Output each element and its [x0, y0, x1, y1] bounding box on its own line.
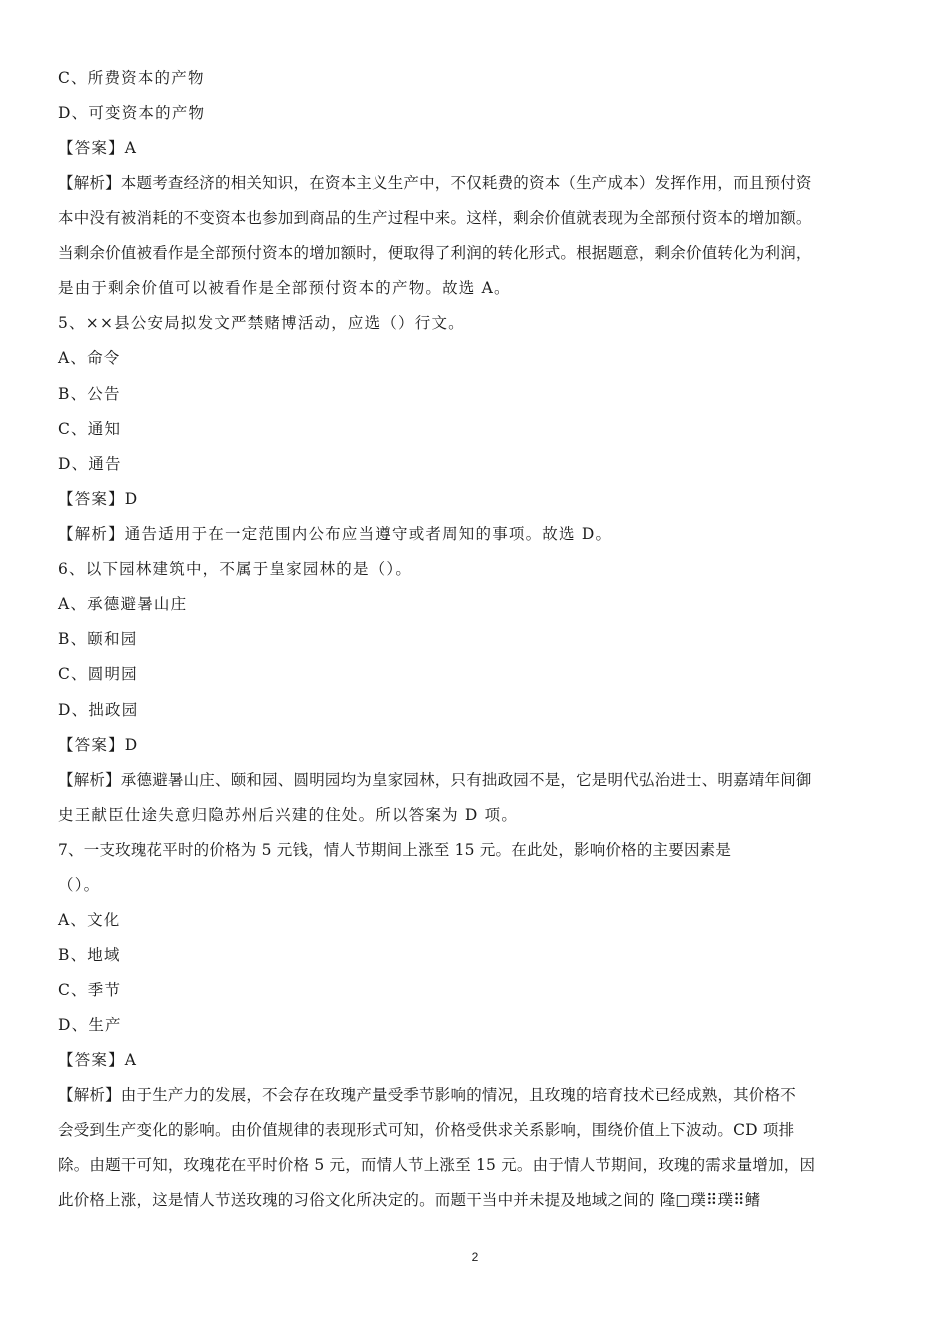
option-c: C、通知 [58, 420, 122, 438]
analysis-line: 【解析】通告适用于在一定范围内公布应当遵守或者周知的事项。故选 D。 [58, 525, 613, 543]
page-number: 2 [471, 1250, 479, 1264]
answer-line: 【答案】A [58, 139, 138, 157]
option-c: C、季节 [58, 981, 122, 999]
option-b: B、颐和园 [58, 630, 138, 648]
option-c: C、所费资本的产物 [58, 69, 205, 87]
analysis-line: 本中没有被消耗的不变资本也参加到商品的生产过程中来。这样，剩余价值就表现为全部预付资本的增加额。 [58, 209, 812, 227]
analysis-line: 【解析】本题考查经济的相关知识，在资本主义生产中，不仅耗费的资本（生产成本）发挥作用，而且预付资 [58, 174, 812, 192]
answer-line: 【答案】A [58, 1051, 138, 1069]
analysis-line: 史王献臣仕途失意归隐苏州后兴建的住处。所以答案为 D 项。 [58, 806, 519, 824]
analysis-line: 会受到生产变化的影响。由价值规律的表现形式可知，价格受供求关系影响，围绕价值上下波动。CD 项排 [58, 1121, 795, 1139]
analysis-line: 当剩余价值被看作是全部预付资本的增加额时，便取得了利润的转化形式。根据题意，剩余价值转化为利润， [58, 244, 812, 262]
option-d: D、可变资本的产物 [58, 104, 206, 122]
question-6: 6、以下园林建筑中，不属于皇家园林的是（）。 [58, 560, 413, 578]
option-c: C、圆明园 [58, 665, 138, 683]
analysis-line: 【解析】承德避暑山庄、颐和园、圆明园均为皇家园林，只有拙政园不是，它是明代弘治进士、明嘉靖年间御 [58, 771, 812, 789]
analysis-line: 【解析】由于生产力的发展，不会存在玫瑰产量受季节影响的情况，且玫瑰的培育技术已经成熟，其价格不 [58, 1086, 796, 1104]
question-7-cont: （）。 [58, 876, 101, 894]
question-7: 7、一支玫瑰花平时的价格为 5 元钱，情人节期间上涨至 15 元。在此处，影响价格的主要因素是 [58, 841, 732, 859]
option-d: D、生产 [58, 1016, 122, 1034]
option-a: A、命令 [58, 349, 121, 367]
option-d: D、通告 [58, 455, 122, 473]
question-5: 5、××县公安局拟发文严禁赌博活动，应选（）行文。 [58, 314, 465, 332]
option-a: A、承德避暑山庄 [58, 595, 188, 613]
analysis-line: 除。由题干可知，玫瑰花在平时价格 5 元，而情人节上涨至 15 元。由于情人节期间，玫瑰的需求量增加，因 [58, 1156, 816, 1174]
analysis-line: 此价格上涨，这是情人节送玫瑰的习俗文化所决定的。而题干当中并未提及地域之间的 隆□璞⠿璞⠿鳍 [58, 1191, 761, 1209]
option-b: B、公告 [58, 385, 121, 403]
analysis-line: 是由于剩余价值可以被看作是全部预付资本的产物。故选 A。 [58, 279, 511, 297]
answer-line: 【答案】D [58, 490, 139, 508]
option-b: B、地域 [58, 946, 121, 964]
answer-line: 【答案】D [58, 736, 139, 754]
option-d: D、拙政园 [58, 701, 139, 719]
option-a: A、文化 [58, 911, 121, 929]
